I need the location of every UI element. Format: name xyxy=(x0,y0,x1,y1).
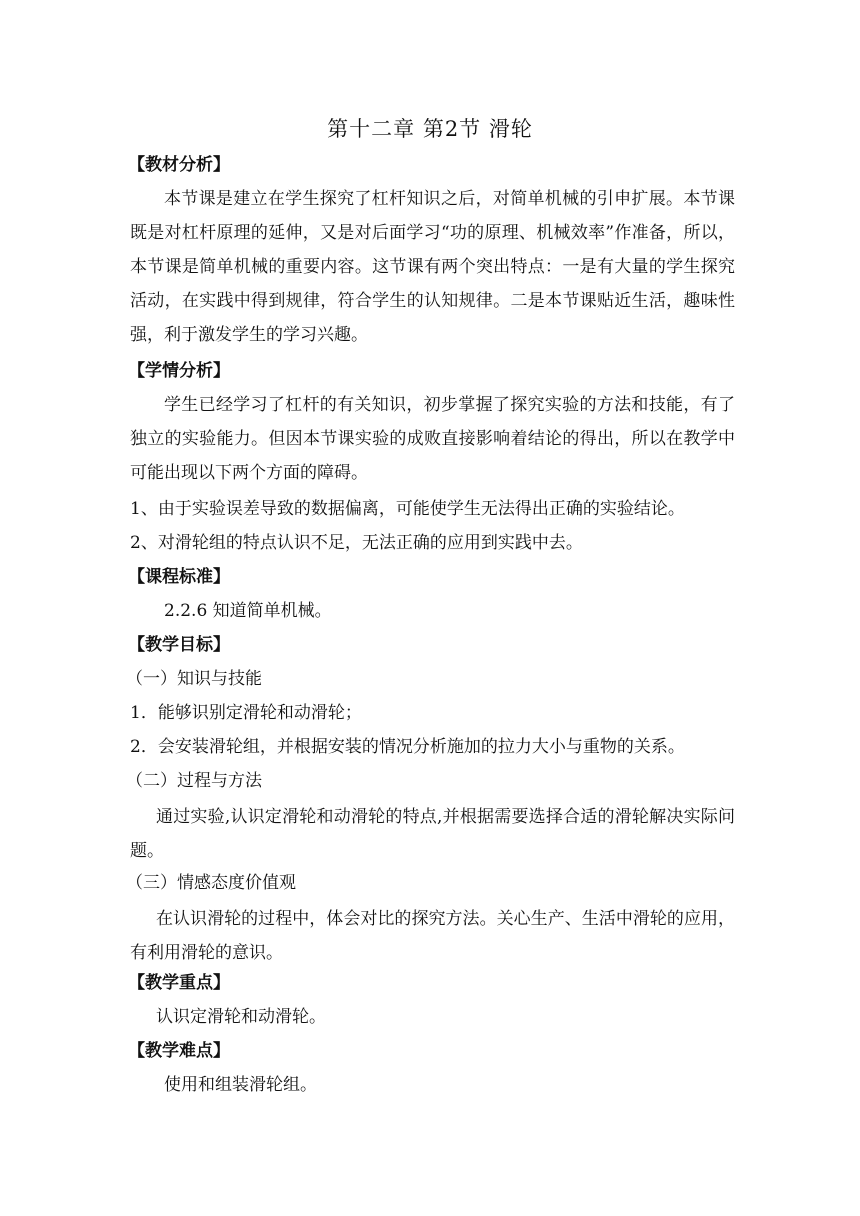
paragraph-student-analysis: 学生已经学习了杠杆的有关知识，初步掌握了探究实验的方法和技能，有了独立的实验能力。但因本节课实验的成败直接影响着结论的得出，所以在教学中可能出现以下两个方面的障碍。 xyxy=(130,395,735,483)
section-heading-difficult-points: 【教学难点】 xyxy=(128,1041,230,1061)
section-heading-textbook-analysis: 【教材分析】 xyxy=(128,155,230,175)
section-heading-key-points: 【教学重点】 xyxy=(128,973,230,993)
paragraph-process-method: 通过实验,认识定滑轮和动滑轮的特点,并根据需要选择合适的滑轮解决实际问题。 xyxy=(130,807,735,861)
difficult-points-text: 使用和组装滑轮组。 xyxy=(164,1075,317,1095)
section-heading-curriculum-standard: 【课程标准】 xyxy=(128,567,230,587)
subheading-knowledge-skills: （一）知识与技能 xyxy=(126,669,262,689)
page-title: 第十二章 第2节 滑轮 xyxy=(327,117,533,141)
subheading-emotion-values: （三）情感态度价值观 xyxy=(126,873,296,893)
subheading-process-method: （二）过程与方法 xyxy=(126,771,262,791)
section-heading-student-analysis: 【学情分析】 xyxy=(128,361,230,381)
curriculum-standard-text: 2.2.6 知道简单机械。 xyxy=(164,601,332,621)
list-item: 1．能够识别定滑轮和动滑轮； xyxy=(130,703,362,723)
paragraph-textbook-analysis: 本节课是建立在学生探究了杠杆知识之后，对简单机械的引申扩展。本节课既是对杠杆原理的延伸，又是对后面学习“功的原理、机械效率”作准备，所以，本节课是简单机械的重要内容。这节课有两个突出特点：一是有大量的学生探究活动，在实践中得到规律，符合学生的认知规律。二是本节课贴近生活，趣味性强，利于激发学生的学习兴趣。 xyxy=(130,189,735,345)
section-heading-teaching-goals: 【教学目标】 xyxy=(128,635,230,655)
list-item: 2．会安装滑轮组，并根据安装的情况分析施加的拉力大小与重物的关系。 xyxy=(130,737,685,757)
list-item: 1、由于实验误差导致的数据偏离，可能使学生无法得出正确的实验结论。 xyxy=(130,499,685,519)
paragraph-emotion-values: 在认识滑轮的过程中，体会对比的探究方法。关心生产、生活中滑轮的应用，有利用滑轮的意识。 xyxy=(130,909,735,963)
key-points-text: 认识定滑轮和动滑轮。 xyxy=(156,1007,326,1027)
list-item: 2、对滑轮组的特点认识不足，无法正确的应用到实践中去。 xyxy=(130,533,583,553)
